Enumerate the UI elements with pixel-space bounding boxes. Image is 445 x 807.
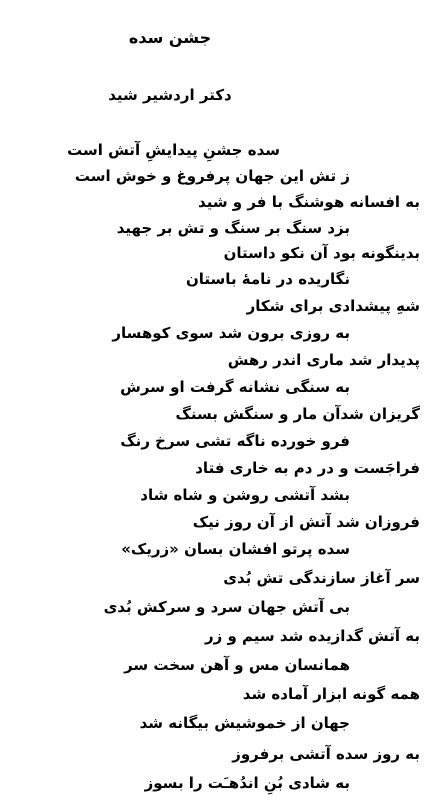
poem-line-19: به آتش گدازیده شد سیم و زر bbox=[204, 627, 420, 645]
poem-line-4: بزد سنگ بر سنگ و تش بر جهید bbox=[116, 219, 350, 237]
poem-line-13: فراجَست و در دم به خاری فتاد bbox=[195, 459, 420, 477]
poem-line-3: به افسانه هوشنگ با فر و شید bbox=[198, 193, 420, 211]
poem-line-20: همانسان مس و آهن سخت سر bbox=[124, 656, 350, 674]
poem-line-5: بدینگونه بود آن نکو داستان bbox=[223, 244, 420, 262]
poem-line-24: به شادی بُنِ اندُهـَت را بسوز bbox=[144, 774, 350, 792]
poem-line-6: نگاریده در نامهٔ باستان bbox=[186, 270, 350, 288]
poem-line-18: بی آتش جهان سرد و سرکش بُدی bbox=[103, 598, 350, 616]
poem-line-22: جهان از خموشیش بیگانه شد bbox=[139, 714, 350, 732]
poem-line-21: همه گونه ابزار آماده شد bbox=[242, 685, 420, 703]
poem-line-12: فرو خورده ناگه تشی سرخ رنگ bbox=[120, 432, 350, 450]
poem-line-11: گریزان شدآن مار و سنگش بسنگ bbox=[175, 405, 420, 423]
poem-line-9: پدیدار شد ماری اندر رهش bbox=[227, 351, 420, 369]
poem-line-14: بشد آتشی روشن و شاه شاد bbox=[140, 486, 350, 504]
poem-line-10: به سنگی نشانه گرفت او سرش bbox=[120, 378, 350, 396]
poem-line-15: فروزان شد آتش از آن روز نیک bbox=[192, 513, 420, 531]
poem-title: جشن سده bbox=[128, 28, 212, 47]
poem-line-2: ز تش این جهان پرفروغ و خوش است bbox=[74, 167, 350, 185]
poem-author: دکتر اردشیر شید bbox=[108, 86, 232, 104]
poem-line-8: به روزی برون شد سوی کوهسار bbox=[112, 324, 350, 342]
poem-line-23: به روز سده آتشی برفروز bbox=[232, 745, 420, 763]
poem-line-1: سده جشنِ پیدایشِ آتش است bbox=[67, 141, 280, 159]
poem-line-17: سر آغاز سازندگی تش بُدی bbox=[223, 569, 420, 587]
poem-line-16: سده پرتو افشان بسان «زریک» bbox=[121, 540, 350, 558]
poem-line-7: شهِ پیشدادی برای شکار bbox=[246, 297, 420, 315]
